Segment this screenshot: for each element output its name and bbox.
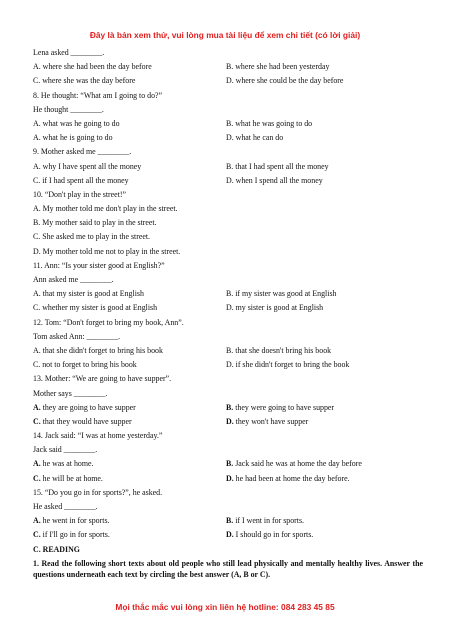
option-text: they are going to have supper [40, 402, 136, 412]
option-text: D. my sister is good at English [226, 303, 324, 313]
question-list [33, 46, 423, 543]
option-text: he was at home. [40, 459, 94, 469]
line-text: A. that my sister is good at English [33, 289, 144, 299]
question-line [33, 429, 423, 443]
question-line [33, 188, 423, 202]
option-text: B. that she doesn't bring his book [226, 345, 332, 355]
question-line [33, 160, 423, 174]
line-text: A. what he is going to do [33, 133, 113, 143]
line-text: C. She asked me to play in the street. [33, 232, 151, 242]
section-heading: C. READING [33, 544, 80, 554]
question-line [33, 230, 423, 244]
question-line [33, 443, 423, 457]
line-text: C. if I had spent all the money [33, 175, 129, 185]
line-text: 14. Jack said: “I was at home yesterday.” [33, 431, 163, 441]
line-text: Lena asked ________. [33, 48, 105, 57]
line-text: A. where she had been the day before [33, 62, 152, 72]
option-text: B. that I had spent all the money [226, 161, 329, 171]
question-line [33, 287, 423, 301]
option-text: that they would have supper [40, 416, 132, 426]
preview-notice-banner: Đây là bản xem thử, vui lòng mua tài liệu để xem chi tiết (có lời giải) [89, 30, 361, 40]
line-text: Jack said ________. [33, 445, 98, 455]
option-text: B. what he was going to do [226, 118, 313, 128]
right-option [226, 160, 329, 174]
line-text: 9. Mother asked me ________. [33, 147, 132, 157]
right-option [226, 74, 343, 88]
question-line [33, 117, 423, 131]
line-text: A. why I have spent all the money [33, 161, 142, 171]
question-line [33, 387, 423, 401]
line-text: Tom asked Ann: ________. [33, 331, 121, 341]
option-text: he had been at home the day before. [233, 473, 350, 483]
question-line [33, 372, 423, 386]
right-option [226, 287, 336, 301]
line-text: A. what was he going to do [33, 118, 120, 128]
option-text: if I went in for sports. [233, 516, 305, 526]
line-text: B. My mother said to play in the street. [33, 218, 157, 228]
right-option [226, 514, 304, 528]
option-text: Jack said he was at home the day before [233, 459, 362, 469]
right-option [226, 344, 331, 358]
option-letter: D. [226, 416, 234, 426]
option-text: they were going to have supper [233, 402, 335, 412]
line-text: A. My mother told me don't play in the street. [33, 204, 178, 214]
question-line [33, 500, 423, 514]
question-line [33, 145, 423, 159]
right-option [226, 131, 283, 145]
line-text: 8. He thought: “What am I going to do?” [33, 90, 163, 100]
question-line [33, 514, 423, 528]
line-text: 13. Mother: “We are going to have supper”. [33, 374, 172, 384]
option-text: he went in for sports. [40, 516, 110, 526]
option-text: B. where she had been yesterday [226, 62, 330, 72]
question-line [33, 316, 423, 330]
option-text: I should go in for sports. [233, 530, 314, 540]
option-letter: C. [33, 416, 41, 426]
question-line [33, 358, 423, 372]
line-text: 12. Tom: “Don't forget to bring my book, Ann”. [33, 317, 184, 327]
line-text: 10. “Don't play in the street!” [33, 189, 127, 199]
hotline-banner: Mọi thắc mắc vui lòng xin liên hệ hotline: 084 283 45 85 [115, 602, 335, 612]
question-line [33, 330, 423, 344]
option-text: D. where she could be the day before [226, 76, 344, 86]
option-letter: A. [33, 516, 41, 526]
right-option [226, 401, 334, 415]
option-text: D. when I spend all the money [226, 175, 323, 185]
option-text: B. if my sister was good at English [226, 289, 337, 299]
question-line [33, 472, 423, 486]
question-line [33, 401, 423, 415]
option-letter: B. [226, 516, 234, 526]
option-letter: B. [226, 459, 234, 469]
line-text: C. where she was the day before [33, 76, 136, 86]
question-line [33, 89, 423, 103]
worksheet-content [33, 46, 423, 581]
line-text: C. whether my sister is good at English [33, 303, 158, 313]
question-line [33, 103, 423, 117]
question-line [33, 344, 423, 358]
line-text: Mother says ________. [33, 388, 108, 398]
question-line [33, 74, 423, 88]
option-text: D. if she didn't forget to bring the book [226, 360, 350, 370]
line-text: Ann asked me ________. [33, 275, 114, 284]
question-line [33, 245, 423, 259]
right-option [226, 117, 312, 131]
question-line [33, 301, 423, 315]
option-letter: C. [33, 473, 41, 483]
option-letter: A. [33, 459, 41, 469]
option-letter: C. [33, 530, 41, 540]
question-line [33, 273, 423, 287]
option-letter: D. [226, 473, 234, 483]
right-option [226, 457, 362, 471]
option-text: if I'll go in for sports. [40, 530, 110, 540]
question-line [33, 46, 423, 60]
question-line [33, 259, 423, 273]
question-line [33, 486, 423, 500]
question-line [33, 415, 423, 429]
question-line [33, 174, 423, 188]
line-text: D. My mother told me not to play in the street. [33, 246, 181, 256]
question-line [33, 528, 423, 542]
question-line [33, 60, 423, 74]
option-letter: D. [226, 530, 234, 540]
option-text: he will be at home. [40, 473, 103, 483]
option-letter: B. [226, 402, 234, 412]
line-text: A. that she didn't forget to bring his book [33, 345, 163, 355]
question-line [33, 202, 423, 216]
option-text: they won't have supper [233, 416, 309, 426]
option-text: D. what he can do [226, 133, 284, 143]
line-text: 15. “Do you go in for sports?”, he asked. [33, 487, 163, 497]
question-line [33, 457, 423, 471]
line-text: He thought ________. [33, 104, 104, 114]
question-line [33, 216, 423, 230]
right-option [226, 60, 329, 74]
option-letter: A. [33, 402, 41, 412]
reading-instruction: 1. Read the following short texts about old people who still lead physically and mentally healthy lives. Answer the questions underneath each text by circling the best answer (A, B or C). [33, 558, 423, 580]
line-text: He asked ________. [33, 502, 98, 511]
right-option [226, 415, 308, 429]
right-option [226, 472, 350, 486]
right-option [226, 174, 323, 188]
right-option [226, 358, 349, 372]
line-text: C. not to forget to bring his book [33, 360, 137, 370]
question-line [33, 131, 423, 145]
right-option [226, 528, 313, 542]
line-text: 11. Ann: “Is your sister good at English?” [33, 260, 165, 270]
right-option [226, 301, 323, 315]
